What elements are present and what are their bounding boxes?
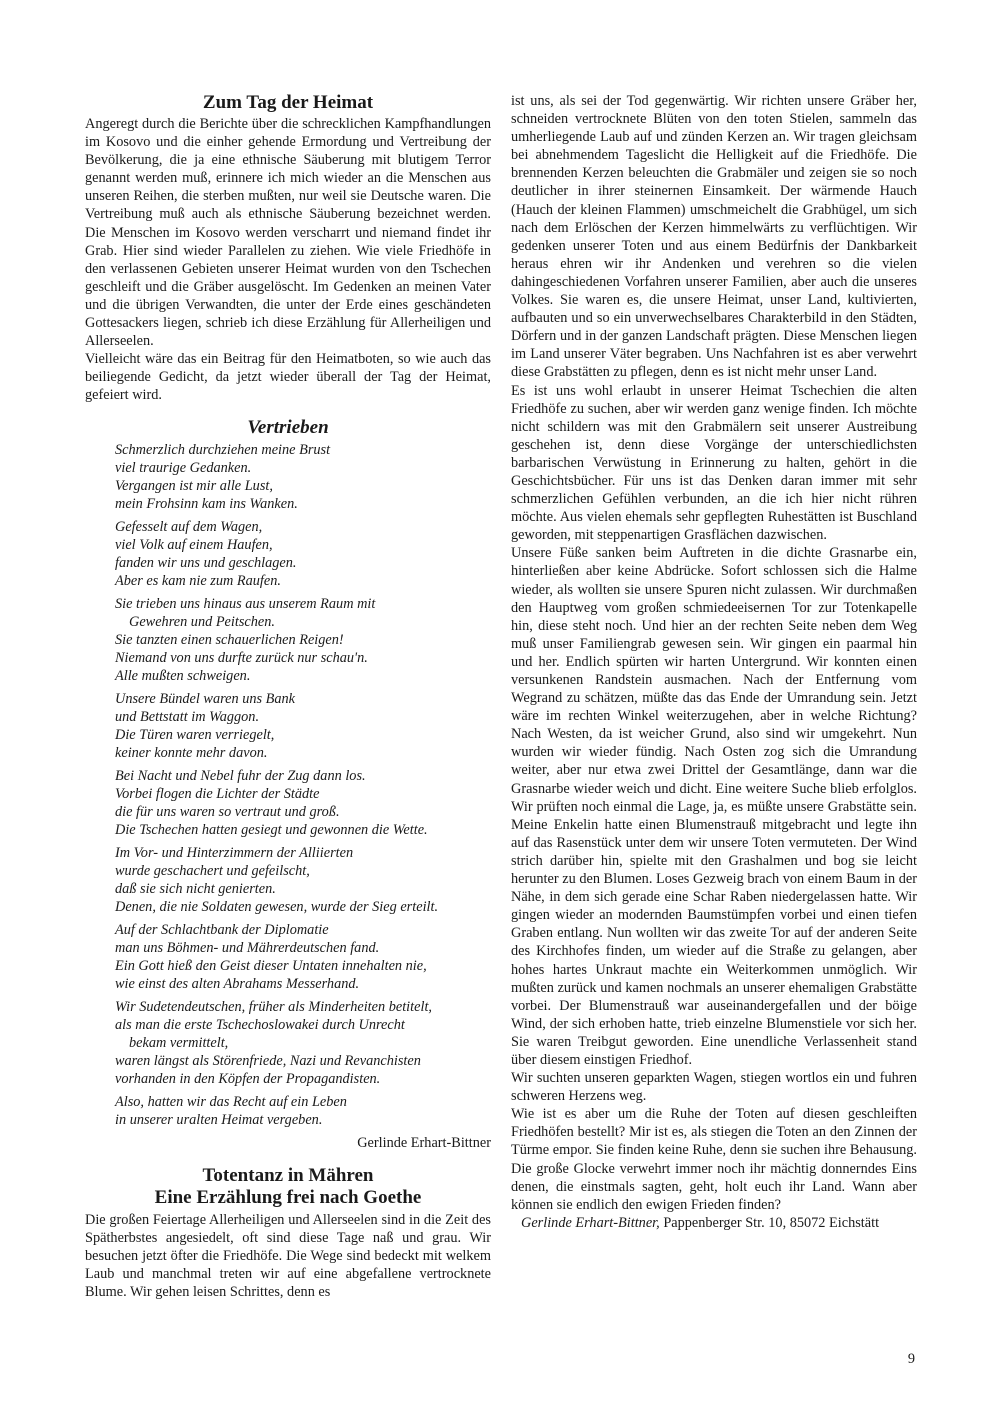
page-number: 9 xyxy=(907,1351,915,1367)
author-address: Pappenberger Str. 10, 85072 Eichstätt xyxy=(663,1214,880,1231)
poem-stanza xyxy=(115,595,491,685)
poem-line: Vorbei flogen die Lichter der Städte xyxy=(115,785,320,802)
poem-line: daß sie sich nicht genierten. xyxy=(115,880,276,897)
poem-stanza xyxy=(115,844,491,916)
poem-line: Sie tanzten einen schauerlichen Reigen! xyxy=(115,631,344,648)
article2-title-line2: Eine Erzählung frei nach Goethe xyxy=(154,1186,422,1208)
article2-paragraph: Wir suchten unseren geparkten Wagen, stiegen wortlos ein und fuhren schweren Herzens weg. xyxy=(511,1070,917,1105)
article2-paragraph: ist uns, als sei der Tod gegenwärtig. Wir richten unsere Gräber her, schneiden vertrocknete Blüten von den toten Stielen, sammeln das umherliegende Laub auf und zünden Kerzen an. Wir tragen gleichsam bei abnehmendem Tageslicht die Helligkeit auf die Friedhöfe. Die brennenden Kerzen beleuchten die Grabmäler und zeigen sie so noch deutlicher in ihrer steinernen Einsamkeit. Der wärmende Hauch (Hauch der kleinen Flammen) umschmeichelt die Grabhügel, um sich nach dem Erlöschen der Kerzen himmelwärts zu verflüchtigen. Wir gedenken unserer Toten und aus einem Bedürfnis der Dankbarkeit heraus ehren wir ihr Andenken und verehren so die vielen dahingeschiedenen Vorfahren unserer Familien, aber auch die unseres Volkes. Sie waren es, die unsere Heimat, unser Land, kultivierten, aufbauten und so ein unverwechselbares Charakterbild in den Städten, Dörfern und in der ganzen Landschaft prägten. Diese Menschen liegen im Land unserer Väter begraben. Uns Nachfahren ist es aber verwehrt diese Grabstätten zu pflegen, denn es ist nicht mehr unser Land. xyxy=(511,93,917,381)
article2-title-line1: Totentanz in Mähren xyxy=(202,1164,374,1186)
poem-line: Gewehren und Peitschen. xyxy=(129,613,275,630)
poem-line: fanden wir uns und geschlagen. xyxy=(115,554,297,571)
article2-heading xyxy=(85,1165,491,1209)
poem-title: Vertrieben xyxy=(247,416,329,438)
poem-line: man uns Böhmen- und Mährerdeutschen fand. xyxy=(115,939,380,956)
poem-line: vorhanden in den Köpfen der Propagandisten. xyxy=(115,1070,381,1087)
poem-line: Also, hatten wir das Recht auf ein Leben xyxy=(115,1093,347,1110)
poem-line: Gefesselt auf dem Wagen, xyxy=(115,518,263,535)
poem-line: bekam vermittelt, xyxy=(129,1034,229,1051)
poem-stanza xyxy=(115,690,491,762)
poem-line: Ein Gott hieß den Geist dieser Untaten innehalten nie, xyxy=(115,957,427,974)
poem-line: in unserer uralten Heimat vergeben. xyxy=(115,1111,323,1128)
poem-line: als man die erste Tschechoslowakei durch Unrecht xyxy=(115,1016,405,1033)
poem-stanza xyxy=(115,767,491,839)
poem-stanza xyxy=(115,518,491,590)
poem-line: Bei Nacht und Nebel fuhr der Zug dann los. xyxy=(115,767,366,784)
poem-line: Unsere Bündel waren uns Bank xyxy=(115,690,296,707)
poem-line: waren längst als Störenfriede, Nazi und Revanchisten xyxy=(115,1052,421,1069)
poem-line: wie einst des alten Abrahams Messerhand. xyxy=(115,975,360,992)
poem-line: die für uns waren so vertraut und groß. xyxy=(115,803,340,820)
poem-line: wurde geschachert und gefeilscht, xyxy=(115,862,310,879)
poem-line: viel Volk auf einem Haufen, xyxy=(115,536,273,553)
poem-line: Die Türen waren verriegelt, xyxy=(115,726,275,743)
left-column xyxy=(85,92,491,1301)
poem-line: viel traurige Gedanken. xyxy=(115,459,252,476)
article2-paragraph: Unsere Füße sanken beim Auftreten in die dichte Grasnarbe ein, hinterließen aber keine Abdrücke. Sofort schlossen sich die Halme wieder, als wollten sie unsere Spuren nicht zulassen. Wir durchmaßen den Hauptweg vom großen schmiedeeisernen Tor zur Totenkapelle hin, diese steht noch. Und hier an der rechten Seite neben dem Weg muß unser Familiengrab gewesen sein. Wir gingen ein paarmal hin und her. Endlich spürten wir harten Untergrund. Wir konnten einen versunkenen Randstein ausmachen. Nach der Entfernung vom Wegrand zu schätzen, müßte das das Ende der Umrandung sein. Jetzt wäre im rechten Winkel weiterzugehen, aber in welche Richtung? Nach Westen, da ist weicher Grund, also sind wir umgekehrt. Nun wurden wir wieder fündig. Nach Osten zog sich die Umrandung weiter, aber nur etwa zwei Drittel der Gesamtlänge, dann war die Grasnarbe wieder weich und dicht. Eine weitere Suche blieb erfolglos. Wir prüften noch einmal die Lage, ja, es müßte unsere Grabstätte sein. Meine Enkelin hatte einen Blumenstrauß mitgebracht und legte ihn auf das Rasenstück unter dem wir unsere Toten vermuteten. Der Wind strich darüber hin, spielte mit den Grashalmen und bog sie leicht herunter zu den Blumen. Loses Gezweig brach von einem Baum in der Nähe, in dem sich gerade eine Schar Raben niedergelassen hatte. Wir gingen wieder an modernden Baumstümpfen vorbei und einen tiefen Graben entlang. Nun wollten wir das zweite Tor auf der anderen Seite des Kirchhofes finden, um wieder auf die Straße zu gelangen, aber hohes hartes Unkraut machte ein Weiterkommen unmöglich. Wir mußten zurück und kamen nochmals an unserer ehemaligen Grabstätte vorbei. Der Blumenstrauß war auseinandergefallen und der böige Wind, der sich erhoben hatte, trieb einzelne Blumenstiele vor sich her. Sie waren Treibgut geworden. Eine unendliche Verlassenheit stand über diesem einstigen Friedhof. xyxy=(511,545,917,1068)
poem-line: Im Vor- und Hinterzimmern der Alliierten xyxy=(115,844,354,861)
poem-line: Auf der Schlachtbank der Diplomatie xyxy=(115,921,329,938)
poem-signature: Gerlinde Erhart-Bittner xyxy=(357,1134,491,1151)
poem-stanza xyxy=(115,441,491,513)
poem-stanza xyxy=(115,921,491,993)
article2-paragraph-left: Die großen Feiertage Allerheiligen und Allerseelen sind in die Zeit des Spätherbstes angesiedelt, oft sind diese Tage naß und grau. Wir besuchen jetzt öfter die Friedhöfe. Die Wege sind bedeckt mit welkem Laub und manchmal treten wir auf eine abgefallene vertrocknete Blume. Wir gehen leisen Schrittes, denn es xyxy=(85,1211,491,1300)
poem-line: und Bettstatt im Waggon. xyxy=(115,708,260,725)
intro-paragraph: Angeregt durch die Berichte über die schrecklichen Kampfhandlungen im Kosovo und die einher gehende Ermordung und Vertreibung der Bevölkerung, die ja eine ethnische Säuberung mit blutigem Terror genannt werden muß, erinnere ich mich wieder an die Menschen aus unseren Reihen, die sterben mußten, nur weil sie Deutsche waren. Die Vertreibung muß auch als ethnische Säuberung bezeichnet werden. Die Menschen im Kosovo werden verscharrt und niemand findet ihr Grab. Hier sind wieder Parallelen zu ziehen. Wie viele Friedhöfe in den verlassenen Gebieten unserer Heimat wurden von den Tschechen geschleift und die Gräber ausgelöscht. Im Gedenken an meinen Vater und die übrigen Verwandten, die unter der Erde eines geschändeten Gottesackers liegen, schrieb ich diese Erzählung für Allerheiligen und Allerseelen. xyxy=(85,116,491,350)
article-title: Zum Tag der Heimat xyxy=(202,92,374,113)
poem-line: Aber es kam nie zum Raufen. xyxy=(115,572,281,589)
poem-line: Alle mußten schweigen. xyxy=(115,667,251,684)
intro-paragraph-2: Vielleicht wäre das ein Beitrag für den Heimatboten, so wie auch das beiliegende Gedicht, da jetzt wieder überall der Tag der Heimat, gefeiert wird. xyxy=(85,351,491,404)
author-signature xyxy=(511,1214,917,1232)
poem-line: Schmerzlich durchziehen meine Brust xyxy=(115,441,331,458)
poem-stanza xyxy=(115,1093,491,1129)
poem-line: Vergangen ist mir alle Lust, xyxy=(115,477,273,494)
poem-line: keiner konnte mehr davon. xyxy=(115,744,268,761)
poem xyxy=(85,441,491,1129)
article2-paragraph: Es ist uns wohl erlaubt in unserer Heimat Tschechien die alten Friedhöfe zu suchen, aber wir werden ganz wenige finden. Ich möchte nicht schildern was mit den Grabmälern seit unserer Austreibung geschehen ist, denn diese Vorgänge der unterschiedlichsten barbarischen Verwüstung in Erinnerung zu halten, gehört in die Geschichtsbücher. Für uns ist das Denken daran immer mit sehr schmerzlichen Gefühlen verbunden, an die ich hier nicht rühren möchte. Aus vielen ehemals sehr gepflegten Ruhestätten ist Buschland geworden, mit steppenartigen Grasflächen dazwischen. xyxy=(511,382,917,544)
poem-line: Sie trieben uns hinaus aus unserem Raum mit xyxy=(115,595,376,612)
poem-line: Denen, die nie Soldaten gewesen, wurde der Sieg erteilt. xyxy=(115,898,439,915)
right-column xyxy=(511,92,917,1232)
poem-line: mein Frohsinn kam ins Wanken. xyxy=(115,495,298,512)
author-name: Gerlinde Erhart-Bittner, xyxy=(521,1214,660,1231)
poem-line: Wir Sudetendeutschen, früher als Minderheiten betitelt, xyxy=(115,998,432,1015)
poem-line: Die Tschechen hatten gesiegt und gewonnen die Wette. xyxy=(115,821,428,838)
article2-paragraph: Wie ist es aber um die Ruhe der Toten auf diesen geschleiften Friedhöfen bestellt? Mir ist es, als stiegen die Toten an den Zinnen der Türme empor. Sie finden keine Ruhe, denn sie suchen ihre Behausung. Die große Glocke verwehrt immer noch ihr mächtig donnerndes Eins denen, die einstmals sagten, geht, holt euch ihr Land. Wann aber können sie endlich den ewigen Frieden finden? xyxy=(511,1106,917,1213)
poem-stanza xyxy=(115,998,491,1088)
poem-line: Niemand von uns durfte zurück nur schau'n. xyxy=(115,649,368,666)
